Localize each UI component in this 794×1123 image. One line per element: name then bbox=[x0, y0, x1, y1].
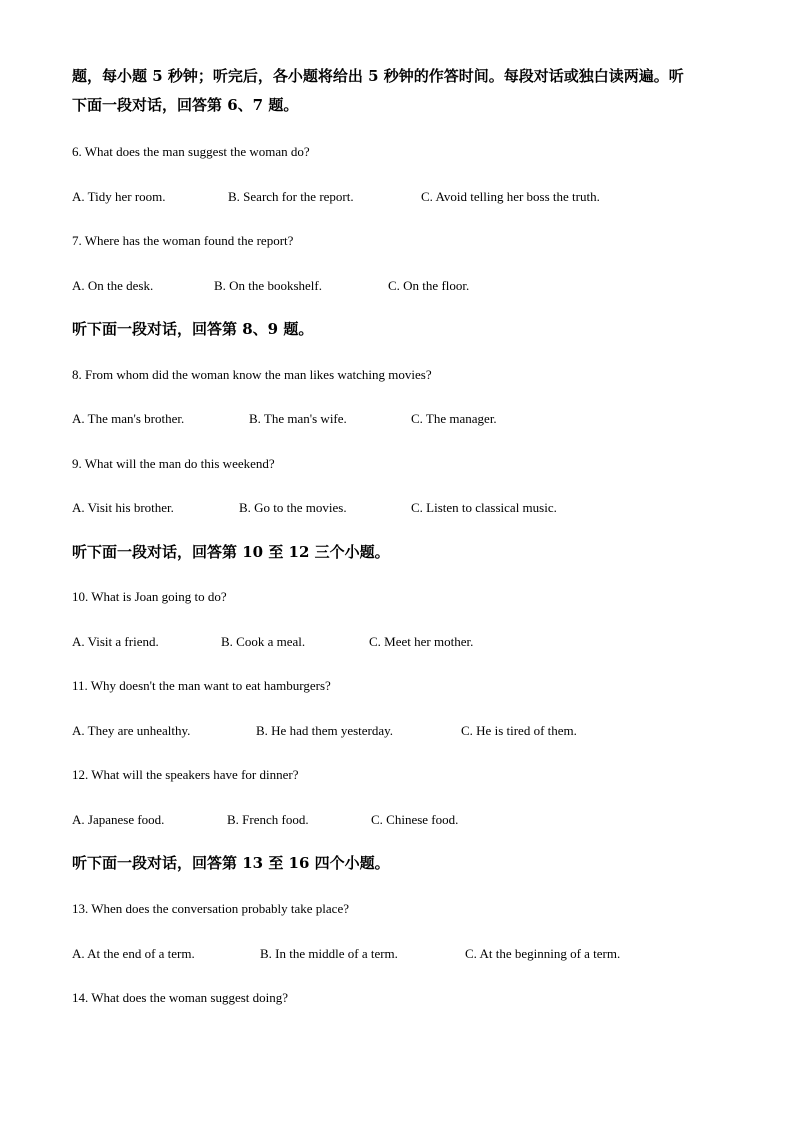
question-13-option-c: C. At the beginning of a term. bbox=[465, 946, 621, 961]
question-8-option-a: A. The man's brother. bbox=[72, 411, 185, 426]
question-10-option-a: A. Visit a friend. bbox=[72, 634, 159, 649]
question-7-option-c: C. On the floor. bbox=[388, 278, 470, 293]
question-7: 7. Where has the woman found the report? bbox=[72, 233, 294, 248]
question-11: 11. Why doesn't the man want to eat hamburgers? bbox=[72, 678, 331, 693]
question-7-option-b: B. On the bookshelf. bbox=[214, 278, 322, 293]
question-6-option-a: A. Tidy her room. bbox=[72, 189, 166, 204]
question-14: 14. What does the woman suggest doing? bbox=[72, 990, 289, 1005]
question-9: 9. What will the man do this weekend? bbox=[72, 456, 275, 471]
question-9-option-c: C. Listen to classical music. bbox=[411, 500, 557, 515]
listening-instructions bbox=[72, 62, 722, 120]
question-12-option-c: C. Chinese food. bbox=[371, 812, 459, 827]
question-9-option-a: A. Visit his brother. bbox=[72, 500, 174, 515]
question-13-option-b: B. In the middle of a term. bbox=[260, 946, 398, 961]
question-11-option-c: C. He is tired of them. bbox=[461, 723, 577, 738]
question-11-option-b: B. He had them yesterday. bbox=[256, 723, 394, 738]
question-9-option-b: B. Go to the movies. bbox=[239, 500, 347, 515]
question-7-option-a: A. On the desk. bbox=[72, 278, 154, 293]
section-heading-8-9: 听下面一段对话，回答第 8、9 题。 bbox=[72, 320, 314, 338]
question-12-option-a: A. Japanese food. bbox=[72, 812, 165, 827]
instructions-line-1: 题，每小题 5 秒钟；听完后，各小题将给出 5 秒钟的作答时间。每段对话或独白读两遍。听 bbox=[72, 67, 684, 85]
question-6: 6. What does the man suggest the woman do? bbox=[72, 144, 310, 159]
question-12-option-b: B. French food. bbox=[227, 812, 309, 827]
question-8-option-c: C. The manager. bbox=[411, 411, 497, 426]
question-10-option-b: B. Cook a meal. bbox=[221, 634, 306, 649]
question-8: 8. From whom did the woman know the man likes watching movies? bbox=[72, 367, 432, 382]
question-13-option-a: A. At the end of a term. bbox=[72, 946, 195, 961]
question-11-option-a: A. They are unhealthy. bbox=[72, 723, 191, 738]
instructions-line-2: 下面一段对话，回答第 6、7 题。 bbox=[72, 96, 299, 114]
question-13: 13. When does the conversation probably take place? bbox=[72, 901, 349, 916]
question-6-option-b: B. Search for the report. bbox=[228, 189, 354, 204]
section-heading-10-12: 听下面一段对话，回答第 10 至 12 三个小题。 bbox=[72, 543, 390, 561]
question-6-option-c: C. Avoid telling her boss the truth. bbox=[421, 189, 600, 204]
question-10-option-c: C. Meet her mother. bbox=[369, 634, 474, 649]
question-8-option-b: B. The man's wife. bbox=[249, 411, 347, 426]
section-heading-13-16: 听下面一段对话，回答第 13 至 16 四个小题。 bbox=[72, 854, 390, 872]
question-10: 10. What is Joan going to do? bbox=[72, 589, 227, 604]
question-12: 12. What will the speakers have for dinner? bbox=[72, 767, 299, 782]
